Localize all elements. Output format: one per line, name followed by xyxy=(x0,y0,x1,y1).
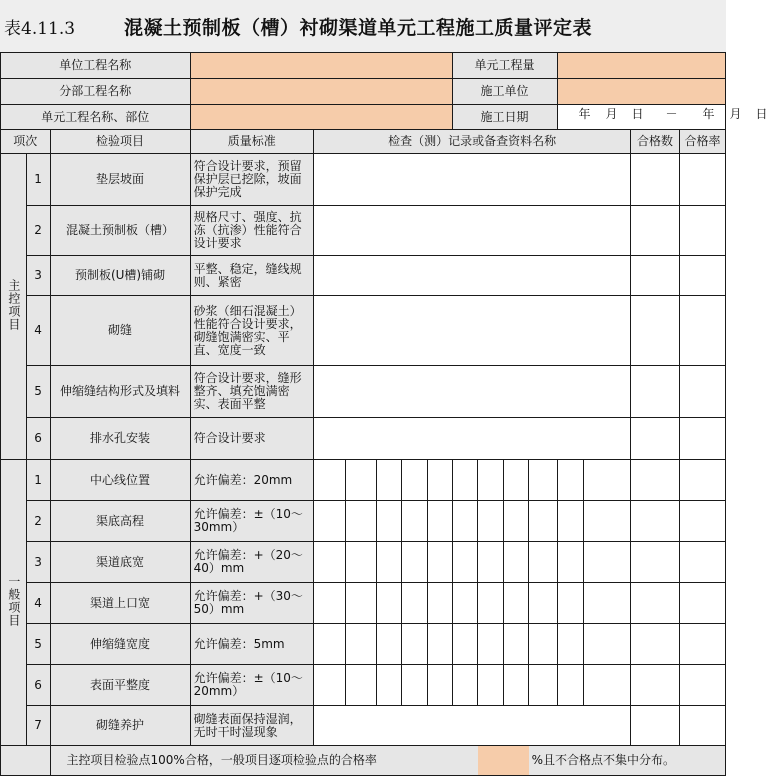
general-item-qualified-count[interactable] xyxy=(631,624,680,665)
measure-cell[interactable] xyxy=(377,583,402,624)
measure-cell[interactable] xyxy=(478,665,503,706)
measure-cell[interactable] xyxy=(503,665,528,706)
measure-cell[interactable] xyxy=(314,624,346,665)
general-item-qualified-count[interactable] xyxy=(631,501,680,542)
evaluation-table xyxy=(0,52,768,776)
measure-cell[interactable] xyxy=(452,624,477,665)
main-item-standard: 符合设计要求 xyxy=(190,418,313,460)
measure-cell[interactable] xyxy=(529,542,557,583)
date-start-year: 年 xyxy=(578,107,591,121)
date-range-dash: － xyxy=(665,107,678,121)
general-item-standard: 允许偏差：±（10～30mm） xyxy=(190,501,313,542)
general-item-qualified-count[interactable] xyxy=(631,460,680,501)
main-item-records[interactable] xyxy=(314,154,631,206)
general-items-group xyxy=(1,460,27,746)
date-end-day: 日 xyxy=(755,107,768,121)
measure-cell[interactable] xyxy=(402,460,427,501)
measure-cell[interactable] xyxy=(427,542,452,583)
sub-project-label: 分部工程名称 xyxy=(1,79,191,105)
measure-cell[interactable] xyxy=(314,460,346,501)
main-item-qualified-count[interactable] xyxy=(631,366,680,418)
measure-cell[interactable] xyxy=(583,624,630,665)
general-item-row xyxy=(1,706,726,746)
general-item-row xyxy=(1,542,726,583)
main-item-no: 4 xyxy=(26,296,50,366)
main-item-qualified-rate[interactable] xyxy=(679,206,725,256)
measure-cell[interactable] xyxy=(427,583,452,624)
table-number: 表4.11.3 xyxy=(4,19,76,39)
header-row-sub xyxy=(1,79,726,105)
column-header-row xyxy=(1,130,726,154)
general-item-standard: 砌缝表面保持湿润，无时干时湿现象 xyxy=(190,706,313,746)
general-item-name: 中心线位置 xyxy=(50,460,190,501)
measure-cell[interactable] xyxy=(346,542,377,583)
measure-cell[interactable] xyxy=(529,583,557,624)
main-item-qualified-count[interactable] xyxy=(631,256,680,296)
main-item-records[interactable] xyxy=(314,296,631,366)
general-item-no: 6 xyxy=(26,665,50,706)
general-item-no: 4 xyxy=(26,583,50,624)
general-item-qualified-count[interactable] xyxy=(631,583,680,624)
main-item-row xyxy=(1,256,726,296)
measure-cell[interactable] xyxy=(583,665,630,706)
measure-cell[interactable] xyxy=(346,501,377,542)
general-item-name: 表面平整度 xyxy=(50,665,190,706)
measure-cell[interactable] xyxy=(402,583,427,624)
footer-left-cell xyxy=(1,746,51,776)
general-item-qualified-rate[interactable] xyxy=(679,460,725,501)
measure-cell[interactable] xyxy=(314,665,346,706)
measure-cell[interactable] xyxy=(427,501,452,542)
measure-cell[interactable] xyxy=(402,665,427,706)
measure-cell[interactable] xyxy=(478,542,503,583)
main-item-name: 预制板(U槽)铺砌 xyxy=(50,256,190,296)
main-item-row xyxy=(1,154,726,206)
main-item-name: 砌缝 xyxy=(50,296,190,366)
main-item-qualified-rate[interactable] xyxy=(679,154,725,206)
main-item-records[interactable] xyxy=(314,418,631,460)
general-item-row xyxy=(1,460,726,501)
element-name-value[interactable] xyxy=(190,105,452,130)
main-item-qualified-count[interactable] xyxy=(631,418,680,460)
main-item-row xyxy=(1,296,726,366)
date-start-day: 日 xyxy=(631,107,644,121)
footer-rate-input[interactable] xyxy=(478,746,529,776)
measure-cell[interactable] xyxy=(503,460,528,501)
general-item-standard: 允许偏差：+（20～40）mm xyxy=(190,542,313,583)
main-item-no: 6 xyxy=(26,418,50,460)
measure-cell[interactable] xyxy=(452,583,477,624)
main-item-name: 伸缩缝结构形式及填料 xyxy=(50,366,190,418)
measure-cell[interactable] xyxy=(314,583,346,624)
general-item-standard: 允许偏差：20mm xyxy=(190,460,313,501)
unit-quantity-value[interactable] xyxy=(557,53,725,79)
measure-cell[interactable] xyxy=(557,624,583,665)
general-item-row xyxy=(1,501,726,542)
page-title: 混凝土预制板（槽）衬砌渠道单元工程施工质量评定表 xyxy=(124,17,593,39)
general-item-qualified-rate[interactable] xyxy=(679,542,725,583)
measure-cell[interactable] xyxy=(583,583,630,624)
measure-cell[interactable] xyxy=(529,665,557,706)
col-quality-standard: 质量标准 xyxy=(190,130,313,154)
general-item-qualified-count[interactable] xyxy=(631,665,680,706)
main-item-standard: 砂浆（细石混凝土）性能符合设计要求，砌缝饱满密实、平直、宽度一致 xyxy=(190,296,313,366)
measure-cell[interactable] xyxy=(346,665,377,706)
title-bar xyxy=(0,0,726,53)
measure-cell[interactable] xyxy=(377,542,402,583)
measure-cell[interactable] xyxy=(557,542,583,583)
footer-text-before: 主控项目检验点100%合格，一般项目逐项检验点的合格率 xyxy=(50,746,377,776)
footer-text-after: %且不合格点不集中分布。 xyxy=(529,746,726,776)
main-item-standard: 符合设计要求，预留保护层已挖除，坡面保护完成 xyxy=(190,154,313,206)
general-item-standard: 允许偏差：±（10～20mm） xyxy=(190,665,313,706)
measure-cell[interactable] xyxy=(314,501,346,542)
measure-cell[interactable] xyxy=(583,460,630,501)
measure-cell[interactable] xyxy=(377,460,402,501)
measure-cell[interactable] xyxy=(478,624,503,665)
measure-cell[interactable] xyxy=(529,624,557,665)
general-item-qualified-rate[interactable] xyxy=(679,583,725,624)
measure-cell[interactable] xyxy=(402,501,427,542)
header-row-element xyxy=(1,105,726,130)
main-item-no: 2 xyxy=(26,206,50,256)
general-item-no: 2 xyxy=(26,501,50,542)
date-end-year: 年 xyxy=(702,107,715,121)
unit-quantity-label: 单元工程量 xyxy=(452,53,557,79)
measure-cell[interactable] xyxy=(402,542,427,583)
measure-cell[interactable] xyxy=(557,665,583,706)
col-qualified-rate: 合格率 xyxy=(679,130,725,154)
general-item-no: 5 xyxy=(26,624,50,665)
measure-cell[interactable] xyxy=(478,501,503,542)
col-inspection-item: 检验项目 xyxy=(50,130,190,154)
general-item-row xyxy=(1,665,726,706)
date-start-month: 月 xyxy=(605,107,618,121)
general-item-row xyxy=(1,624,726,665)
main-item-qualified-count[interactable] xyxy=(631,154,680,206)
main-item-name: 排水孔安装 xyxy=(50,418,190,460)
element-name-label: 单元工程名称、部位 xyxy=(1,105,191,130)
main-item-no: 1 xyxy=(26,154,50,206)
general-item-row xyxy=(1,583,726,624)
measure-cell[interactable] xyxy=(346,583,377,624)
main-item-qualified-rate[interactable] xyxy=(679,418,725,460)
main-item-standard: 符合设计要求，缝形整齐、填充饱满密实、表面平整 xyxy=(190,366,313,418)
col-records: 检查（测）记录或备查资料名称 xyxy=(314,130,631,154)
main-item-qualified-count[interactable] xyxy=(631,206,680,256)
general-item-no: 1 xyxy=(26,460,50,501)
main-item-records[interactable] xyxy=(314,256,631,296)
main-item-no: 3 xyxy=(26,256,50,296)
date-end-month: 月 xyxy=(729,107,742,121)
general-items-group-label: 一般项目 xyxy=(6,575,21,627)
general-item-qualified-rate[interactable] xyxy=(679,665,725,706)
general-item-qualified-count[interactable] xyxy=(631,542,680,583)
main-item-qualified-count[interactable] xyxy=(631,296,680,366)
measure-cell[interactable] xyxy=(427,624,452,665)
measure-cell[interactable] xyxy=(478,583,503,624)
measure-cell[interactable] xyxy=(427,460,452,501)
general-item-qualified-rate[interactable] xyxy=(679,706,725,746)
measure-cell[interactable] xyxy=(314,542,346,583)
measure-cell[interactable] xyxy=(402,624,427,665)
general-item-no: 7 xyxy=(26,706,50,746)
evaluation-footer-row xyxy=(1,746,726,776)
general-item-standard: 允许偏差：5mm xyxy=(190,624,313,665)
main-item-qualified-rate[interactable] xyxy=(679,256,725,296)
general-item-name: 渠道上口宽 xyxy=(50,583,190,624)
measure-cell[interactable] xyxy=(583,542,630,583)
measure-cell[interactable] xyxy=(583,501,630,542)
main-item-row xyxy=(1,366,726,418)
footer-text-spacer xyxy=(377,746,478,776)
main-item-name: 垫层坡面 xyxy=(50,154,190,206)
general-item-qualified-rate[interactable] xyxy=(679,501,725,542)
construction-date-value[interactable] xyxy=(557,105,768,130)
construction-unit-value[interactable] xyxy=(557,79,725,105)
unit-project-value[interactable] xyxy=(190,53,452,79)
measure-cell[interactable] xyxy=(346,624,377,665)
measure-cell[interactable] xyxy=(427,665,452,706)
general-item-records[interactable] xyxy=(314,706,631,746)
main-item-records[interactable] xyxy=(314,206,631,256)
sub-project-value[interactable] xyxy=(190,79,452,105)
general-item-qualified-count[interactable] xyxy=(631,706,680,746)
construction-date-label: 施工日期 xyxy=(452,105,557,130)
measure-cell[interactable] xyxy=(503,501,528,542)
measure-cell[interactable] xyxy=(377,624,402,665)
measure-cell[interactable] xyxy=(503,542,528,583)
general-item-name: 渠道底宽 xyxy=(50,542,190,583)
measure-cell[interactable] xyxy=(377,501,402,542)
main-item-qualified-rate[interactable] xyxy=(679,366,725,418)
main-items-group xyxy=(1,154,27,460)
main-item-standard: 平整、稳定，缝线规则、紧密 xyxy=(190,256,313,296)
measure-cell[interactable] xyxy=(557,583,583,624)
main-item-row xyxy=(1,418,726,460)
col-qualified-count: 合格数 xyxy=(631,130,680,154)
measure-cell[interactable] xyxy=(503,624,528,665)
main-items-group-label: 主控项目 xyxy=(6,279,21,331)
general-item-standard: 允许偏差：+（30～50）mm xyxy=(190,583,313,624)
general-item-qualified-rate[interactable] xyxy=(679,624,725,665)
construction-unit-label: 施工单位 xyxy=(452,79,557,105)
main-item-standard: 规格尺寸、强度、抗冻（抗渗）性能符合设计要求 xyxy=(190,206,313,256)
measure-cell[interactable] xyxy=(529,460,557,501)
main-item-name: 混凝土预制板（槽） xyxy=(50,206,190,256)
header-row-unit xyxy=(1,53,726,79)
main-item-no: 5 xyxy=(26,366,50,418)
unit-project-label: 单位工程名称 xyxy=(1,53,191,79)
measure-cell[interactable] xyxy=(557,460,583,501)
measure-cell[interactable] xyxy=(452,501,477,542)
general-item-no: 3 xyxy=(26,542,50,583)
measure-cell[interactable] xyxy=(346,460,377,501)
main-item-records[interactable] xyxy=(314,366,631,418)
measure-cell[interactable] xyxy=(452,460,477,501)
measure-cell[interactable] xyxy=(452,665,477,706)
measure-cell[interactable] xyxy=(529,501,557,542)
measure-cell[interactable] xyxy=(478,460,503,501)
measure-cell[interactable] xyxy=(503,583,528,624)
main-item-qualified-rate[interactable] xyxy=(679,296,725,366)
general-item-name: 砌缝养护 xyxy=(50,706,190,746)
col-item-type: 项次 xyxy=(1,130,51,154)
measure-cell[interactable] xyxy=(452,542,477,583)
general-item-name: 伸缩缝宽度 xyxy=(50,624,190,665)
main-item-row xyxy=(1,206,726,256)
general-item-name: 渠底高程 xyxy=(50,501,190,542)
measure-cell[interactable] xyxy=(557,501,583,542)
measure-cell[interactable] xyxy=(377,665,402,706)
